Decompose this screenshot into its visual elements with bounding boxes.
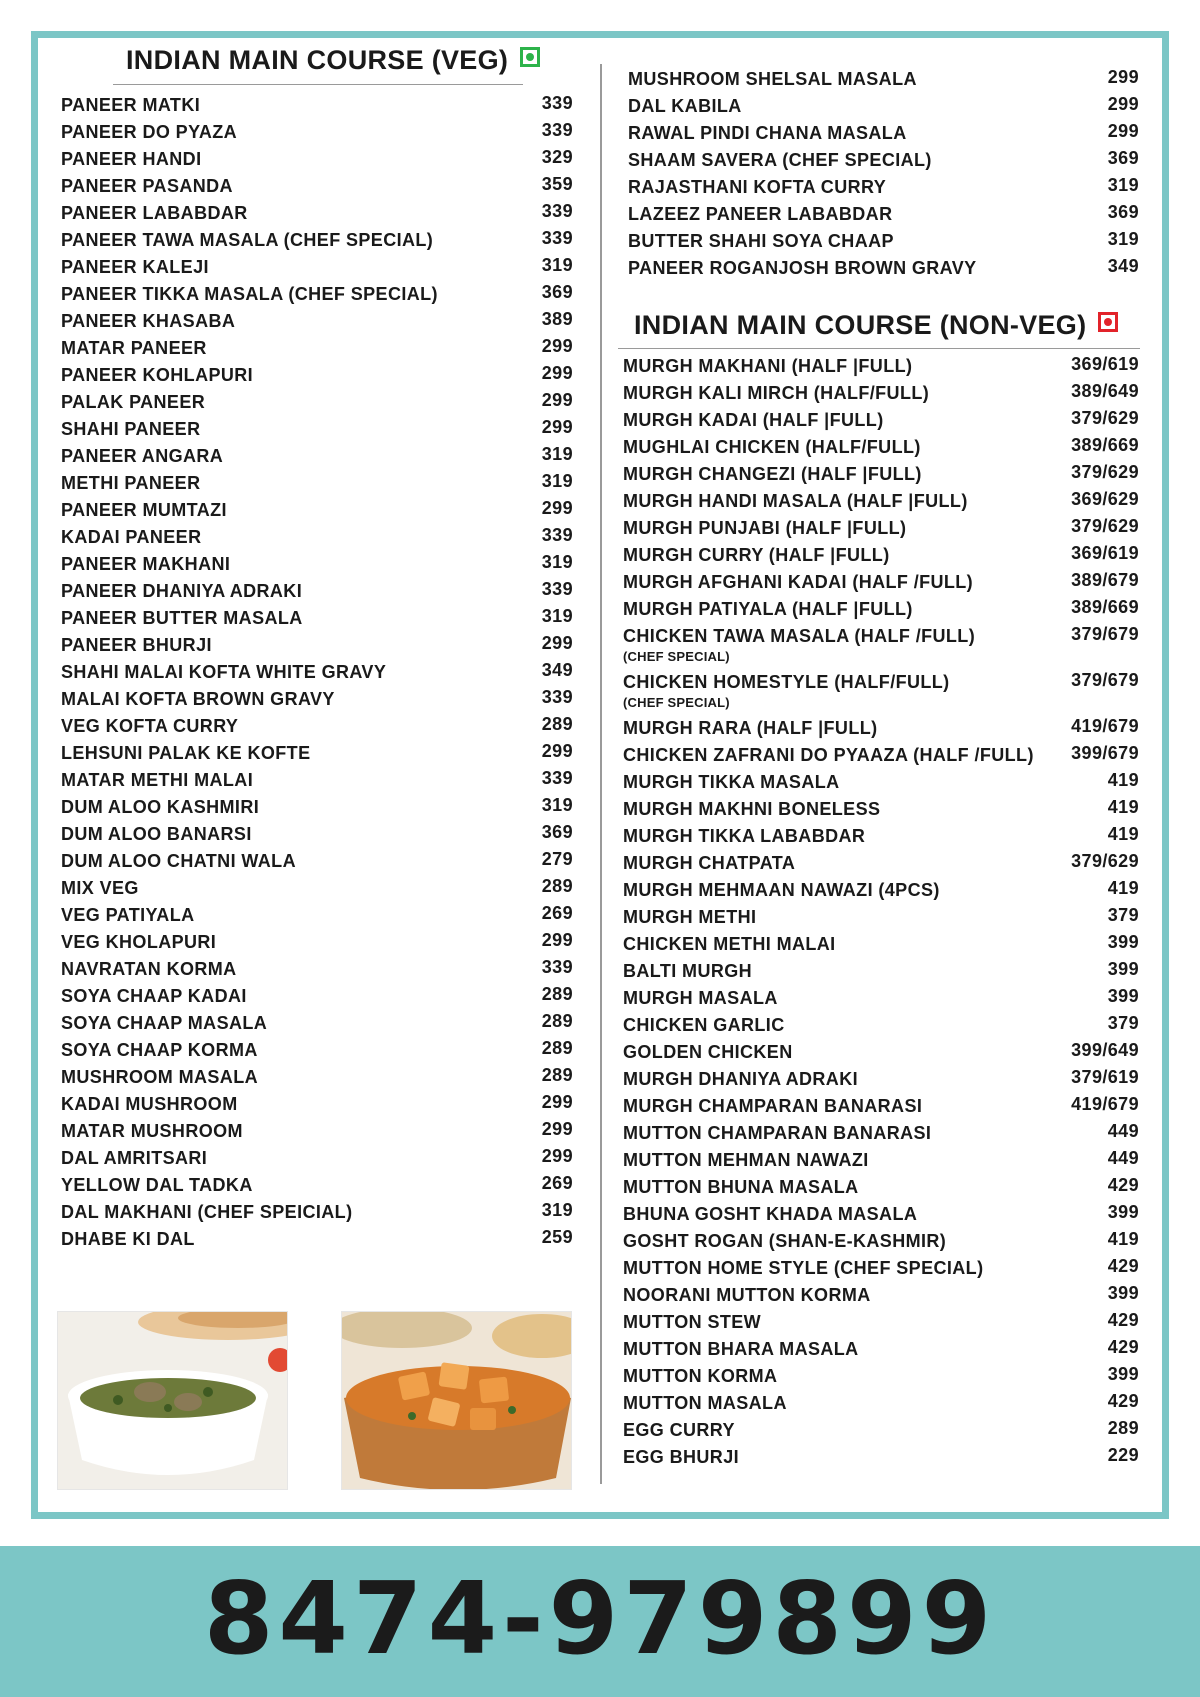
menu-item-price: 389/649: [1071, 381, 1139, 401]
menu-item-price: 299: [541, 1092, 573, 1112]
menu-item-name: DUM ALOO BANARSI: [61, 824, 252, 844]
menu-item: [623, 1067, 1139, 1094]
veg-menu-list: [61, 93, 573, 1254]
menu-item: [61, 201, 573, 228]
menu-item: [61, 1092, 573, 1119]
menu-item-price: 369: [1107, 148, 1139, 168]
menu-item-name: YELLOW DAL TADKA: [61, 1175, 253, 1195]
menu-item-price: 299: [1107, 67, 1139, 87]
menu-item-name: PANEER MATKI: [61, 95, 201, 115]
menu-item: [61, 957, 573, 984]
menu-item-name: MURGH RARA (HALF |FULL): [623, 718, 878, 738]
menu-item-name: MUTTON CHAMPARAN BANARASI: [623, 1123, 932, 1143]
menu-item-price: 319: [541, 471, 573, 491]
menu-item: [623, 570, 1139, 597]
menu-item-name: CHICKEN METHI MALAI: [623, 934, 836, 954]
menu-item-name: KADAI PANEER: [61, 527, 202, 547]
menu-item-price: 289: [1107, 1418, 1139, 1438]
menu-item: [61, 336, 573, 363]
menu-item: [623, 1040, 1139, 1067]
menu-item-name: MURGH TIKKA LABABDAR: [623, 826, 866, 846]
menu-item: [61, 930, 573, 957]
menu-item-note: (CHEF SPECIAL): [623, 649, 730, 664]
menu-item-name: PANEER BUTTER MASALA: [61, 608, 303, 628]
menu-item-name: PANEER PASANDA: [61, 176, 233, 196]
menu-item: [61, 390, 573, 417]
menu-item-name: SHAAM SAVERA (CHEF SPECIAL): [628, 150, 932, 170]
menu-item-price: 299: [541, 741, 573, 761]
veg-title-underline: [113, 84, 523, 85]
menu-item: [623, 624, 1139, 670]
menu-item-price: 429: [1107, 1310, 1139, 1330]
menu-item-price: 429: [1107, 1175, 1139, 1195]
menu-item-price: 379/629: [1071, 408, 1139, 428]
menu-item: [623, 354, 1139, 381]
menu-item-price: 339: [541, 957, 573, 977]
menu-item: [623, 408, 1139, 435]
menu-item-price: 289: [541, 1065, 573, 1085]
menu-item-price: 419: [1107, 878, 1139, 898]
menu-item: [628, 175, 1139, 202]
menu-item-price: 419: [1107, 797, 1139, 817]
menu-item: [623, 597, 1139, 624]
menu-item: [623, 435, 1139, 462]
menu-item-price: 319: [541, 255, 573, 275]
menu-item-name: LEHSUNI PALAK KE KOFTE: [61, 743, 311, 763]
menu-item: [61, 984, 573, 1011]
menu-item: [623, 1013, 1139, 1040]
menu-item-name: MURGH KADAI (HALF |FULL): [623, 410, 884, 430]
menu-item-price: 389/679: [1071, 570, 1139, 590]
menu-item-name: MATAR MUSHROOM: [61, 1121, 243, 1141]
menu-item: [61, 903, 573, 930]
menu-item-price: 429: [1107, 1256, 1139, 1276]
menu-item-name: SOYA CHAAP KORMA: [61, 1040, 258, 1060]
menu-item: [61, 363, 573, 390]
menu-item-name: BALTI MURGH: [623, 961, 753, 981]
menu-item-price: 259: [541, 1227, 573, 1247]
menu-item-price: 399: [1107, 986, 1139, 1006]
menu-item-name: MUSHROOM SHELSAL MASALA: [628, 69, 917, 89]
nonveg-section-title: [634, 310, 1118, 341]
menu-item-name: MATAR PANEER: [61, 338, 207, 358]
menu-item: [623, 716, 1139, 743]
menu-item-name: PALAK PANEER: [61, 392, 206, 412]
menu-item-price: 369: [1107, 202, 1139, 222]
menu-item: [61, 579, 573, 606]
menu-item-price: 299: [1107, 121, 1139, 141]
menu-item: [61, 525, 573, 552]
menu-item: [623, 1175, 1139, 1202]
menu-item: [623, 1229, 1139, 1256]
menu-item-price: 319: [1107, 229, 1139, 249]
paneer-gravy-photo: [341, 1311, 572, 1490]
menu-item: [628, 94, 1139, 121]
green-curry-photo: [57, 1311, 288, 1490]
menu-item-price: 299: [1107, 94, 1139, 114]
menu-item-price: 339: [541, 201, 573, 221]
menu-item-name: SHAHI MALAI KOFTA WHITE GRAVY: [61, 662, 387, 682]
menu-item: [623, 670, 1139, 716]
menu-item: [61, 147, 573, 174]
contact-footer: [0, 1546, 1200, 1697]
veg-title-text: INDIAN MAIN COURSE (VEG): [126, 45, 509, 75]
menu-item: [623, 797, 1139, 824]
menu-item: [61, 1065, 573, 1092]
menu-item: [61, 849, 573, 876]
menu-item-price: 299: [541, 1119, 573, 1139]
menu-item-price: 319: [541, 795, 573, 815]
menu-item-price: 429: [1107, 1391, 1139, 1411]
menu-item-price: 289: [541, 876, 573, 896]
menu-item: [623, 516, 1139, 543]
menu-item-name: MURGH MASALA: [623, 988, 778, 1008]
menu-item: [623, 1310, 1139, 1337]
menu-item-name: PANEER KALEJI: [61, 257, 209, 277]
menu-item-name: MURGH KALI MIRCH (HALF/FULL): [623, 383, 930, 403]
menu-item-price: 289: [541, 984, 573, 1004]
menu-item: [623, 743, 1139, 770]
menu-item-price: 349: [541, 660, 573, 680]
menu-item: [61, 120, 573, 147]
menu-item-price: 339: [541, 93, 573, 113]
menu-item-price: 419: [1107, 824, 1139, 844]
menu-item-price: 339: [541, 525, 573, 545]
menu-item-name: EGG CURRY: [623, 1420, 735, 1440]
menu-item: [623, 1121, 1139, 1148]
menu-item: [628, 67, 1139, 94]
menu-item-name: MURGH CHAMPARAN BANARASI: [623, 1096, 923, 1116]
menu-item-price: 379/679: [1071, 670, 1139, 690]
menu-item-name: MURGH AFGHANI KADAI (HALF /FULL): [623, 572, 974, 592]
menu-item-price: 319: [541, 606, 573, 626]
menu-item-name: CHICKEN TAWA MASALA (HALF /FULL): [623, 626, 976, 646]
menu-item-price: 379/619: [1071, 1067, 1139, 1087]
menu-item: [623, 1094, 1139, 1121]
veg-section-title: [126, 45, 540, 76]
menu-item-price: 289: [541, 1011, 573, 1031]
menu-item: [61, 471, 573, 498]
menu-item-price: 329: [541, 147, 573, 167]
menu-item: [61, 444, 573, 471]
menu-item-price: 299: [541, 336, 573, 356]
menu-item: [61, 1119, 573, 1146]
menu-item: [623, 932, 1139, 959]
veg-symbol-icon: [520, 47, 540, 67]
menu-item-name: SHAHI PANEER: [61, 419, 201, 439]
menu-item-name: MURGH METHI: [623, 907, 757, 927]
nonveg-title-text: INDIAN MAIN COURSE (NON-VEG): [634, 310, 1087, 340]
menu-item: [623, 462, 1139, 489]
menu-item-price: 319: [541, 444, 573, 464]
menu-item: [61, 1227, 573, 1254]
menu-item-note: (CHEF SPECIAL): [623, 695, 730, 710]
menu-item: [61, 606, 573, 633]
menu-item-name: METHI PANEER: [61, 473, 201, 493]
menu-item-price: 339: [541, 687, 573, 707]
menu-item-price: 269: [541, 903, 573, 923]
menu-item-name: DAL MAKHANI (CHEF SPEICIAL): [61, 1202, 353, 1222]
menu-item-price: 399: [1107, 1364, 1139, 1384]
menu-item-name: MURGH CHANGEZI (HALF |FULL): [623, 464, 922, 484]
menu-item: [628, 148, 1139, 175]
menu-item: [61, 552, 573, 579]
menu-item-price: 299: [541, 390, 573, 410]
menu-item: [623, 1418, 1139, 1445]
column-divider: [600, 64, 602, 1484]
menu-item-price: 339: [541, 768, 573, 788]
menu-item-name: MURGH TIKKA MASALA: [623, 772, 840, 792]
menu-item-name: PANEER HANDI: [61, 149, 202, 169]
menu-item: [61, 633, 573, 660]
menu-item: [61, 1011, 573, 1038]
menu-item-name: MURGH PATIYALA (HALF |FULL): [623, 599, 913, 619]
menu-item-name: MURGH MAKHANI (HALF |FULL): [623, 356, 913, 376]
menu-item-name: VEG PATIYALA: [61, 905, 195, 925]
menu-item: [61, 687, 573, 714]
menu-item-name: CHICKEN HOMESTYLE (HALF/FULL): [623, 672, 950, 692]
menu-item: [628, 121, 1139, 148]
menu-item: [61, 822, 573, 849]
menu-item: [623, 381, 1139, 408]
menu-item-name: PANEER DO PYAZA: [61, 122, 238, 142]
menu-item-price: 389/669: [1071, 435, 1139, 455]
menu-item-name: PANEER BHURJI: [61, 635, 212, 655]
menu-item-price: 399: [1107, 959, 1139, 979]
menu-item-name: NOORANI MUTTON KORMA: [623, 1285, 871, 1305]
menu-item: [61, 1146, 573, 1173]
menu-item-name: PANEER MAKHANI: [61, 554, 231, 574]
menu-item-name: DUM ALOO CHATNI WALA: [61, 851, 296, 871]
menu-item: [61, 228, 573, 255]
menu-item-price: 299: [541, 633, 573, 653]
menu-item-name: PANEER DHANIYA ADRAKI: [61, 581, 303, 601]
menu-item-price: 339: [541, 579, 573, 599]
nonveg-symbol-icon: [1098, 312, 1118, 332]
menu-item-price: 429: [1107, 1337, 1139, 1357]
menu-item: [623, 1148, 1139, 1175]
menu-item-name: PANEER LABABDAR: [61, 203, 248, 223]
menu-item-price: 379/679: [1071, 624, 1139, 644]
menu-item: [61, 282, 573, 309]
menu-item-name: RAJASTHANI KOFTA CURRY: [628, 177, 887, 197]
menu-item-name: EGG BHURJI: [623, 1447, 740, 1467]
nonveg-menu-list: [623, 354, 1139, 1472]
menu-item-price: 399/649: [1071, 1040, 1139, 1060]
menu-item: [623, 986, 1139, 1013]
menu-item-price: 289: [541, 1038, 573, 1058]
menu-item-name: GOSHT ROGAN (SHAN-E-KASHMIR): [623, 1231, 947, 1251]
menu-item-name: RAWAL PINDI CHANA MASALA: [628, 123, 907, 143]
menu-item-price: 419: [1107, 1229, 1139, 1249]
menu-item-name: MATAR METHI MALAI: [61, 770, 254, 790]
menu-item-price: 289: [541, 714, 573, 734]
menu-item: [623, 1364, 1139, 1391]
menu-item-name: MURGH HANDI MASALA (HALF |FULL): [623, 491, 968, 511]
veg-more-menu-list: [628, 67, 1139, 283]
menu-item-price: 369/629: [1071, 489, 1139, 509]
menu-item-name: CHICKEN ZAFRANI DO PYAAZA (HALF /FULL): [623, 745, 1034, 765]
menu-item-price: 379: [1107, 1013, 1139, 1033]
menu-item-price: 369/619: [1071, 543, 1139, 563]
menu-item-price: 389/669: [1071, 597, 1139, 617]
menu-item: [623, 824, 1139, 851]
menu-item: [61, 174, 573, 201]
menu-item-price: 449: [1107, 1121, 1139, 1141]
nonveg-title-underline: [618, 348, 1140, 349]
menu-item: [623, 770, 1139, 797]
menu-item: [61, 741, 573, 768]
menu-item-name: MURGH DHANIYA ADRAKI: [623, 1069, 859, 1089]
menu-item-price: 319: [541, 552, 573, 572]
menu-item-price: 369: [541, 282, 573, 302]
menu-item: [623, 1283, 1139, 1310]
menu-item-price: 379/629: [1071, 462, 1139, 482]
menu-item-price: 279: [541, 849, 573, 869]
menu-item-name: MUSHROOM MASALA: [61, 1067, 258, 1087]
menu-item: [61, 255, 573, 282]
menu-item-name: MALAI KOFTA BROWN GRAVY: [61, 689, 335, 709]
menu-item-name: DAL KABILA: [628, 96, 742, 116]
menu-item: [61, 1173, 573, 1200]
menu-item-name: PANEER KHASABA: [61, 311, 236, 331]
menu-item-name: MUTTON HOME STYLE (CHEF SPECIAL): [623, 1258, 984, 1278]
menu-item-price: 399/679: [1071, 743, 1139, 763]
menu-item-price: 299: [541, 1146, 573, 1166]
menu-item-name: MUTTON BHUNA MASALA: [623, 1177, 859, 1197]
menu-item: [623, 1445, 1139, 1472]
menu-item-price: 299: [541, 363, 573, 383]
menu-item-price: 339: [541, 228, 573, 248]
menu-item-price: 229: [1107, 1445, 1139, 1465]
menu-item-name: MURGH CURRY (HALF |FULL): [623, 545, 890, 565]
menu-item: [628, 202, 1139, 229]
menu-item: [61, 660, 573, 687]
menu-item-name: MUTTON STEW: [623, 1312, 762, 1332]
menu-item-name: MUTTON BHARA MASALA: [623, 1339, 859, 1359]
phone-number[interactable]: 8474-979899: [203, 1560, 997, 1677]
menu-item: [623, 1202, 1139, 1229]
menu-item-name: CHICKEN GARLIC: [623, 1015, 785, 1035]
menu-item: [61, 1200, 573, 1227]
menu-item-name: MURGH PUNJABI (HALF |FULL): [623, 518, 907, 538]
menu-item-name: GOLDEN CHICKEN: [623, 1042, 793, 1062]
menu-item-name: MIX VEG: [61, 878, 139, 898]
menu-item-name: VEG KHOLAPURI: [61, 932, 217, 952]
menu-item: [623, 878, 1139, 905]
menu-item: [623, 1256, 1139, 1283]
menu-item-price: 339: [541, 120, 573, 140]
menu-item-price: 269: [541, 1173, 573, 1193]
menu-item-price: 379/629: [1071, 851, 1139, 871]
green-curry-image: [58, 1312, 288, 1490]
menu-item-name: SOYA CHAAP KADAI: [61, 986, 247, 1006]
menu-item-name: NAVRATAN KORMA: [61, 959, 237, 979]
menu-item-name: DHABE KI DAL: [61, 1229, 195, 1249]
menu-item: [623, 543, 1139, 570]
menu-item-name: LAZEEZ PANEER LABABDAR: [628, 204, 893, 224]
menu-item: [61, 714, 573, 741]
menu-item-name: DUM ALOO KASHMIRI: [61, 797, 260, 817]
menu-item-price: 449: [1107, 1148, 1139, 1168]
menu-item-name: PANEER TAWA MASALA (CHEF SPECIAL): [61, 230, 434, 250]
menu-item: [61, 768, 573, 795]
menu-item-name: MURGH MAKHNI BONELESS: [623, 799, 881, 819]
menu-item-name: PANEER KOHLAPURI: [61, 365, 254, 385]
menu-item-price: 379/629: [1071, 516, 1139, 536]
menu-item-name: SOYA CHAAP MASALA: [61, 1013, 268, 1033]
menu-item-name: MUTTON MEHMAN NAWAZI: [623, 1150, 869, 1170]
menu-item-price: 319: [1107, 175, 1139, 195]
menu-item: [628, 256, 1139, 283]
menu-item-name: MURGH CHATPATA: [623, 853, 796, 873]
menu-item: [61, 498, 573, 525]
menu-item-price: 419/679: [1071, 716, 1139, 736]
menu-item-name: MUTTON MASALA: [623, 1393, 787, 1413]
menu-item-price: 299: [541, 930, 573, 950]
menu-item-name: BUTTER SHAHI SOYA CHAAP: [628, 231, 894, 251]
menu-item: [61, 795, 573, 822]
menu-item-name: MUTTON KORMA: [623, 1366, 778, 1386]
menu-item-name: PANEER TIKKA MASALA (CHEF SPECIAL): [61, 284, 438, 304]
menu-item-price: 299: [541, 498, 573, 518]
menu-item: [61, 876, 573, 903]
menu-item-name: PANEER ANGARA: [61, 446, 224, 466]
menu-item: [61, 309, 573, 336]
menu-item-name: VEG KOFTA CURRY: [61, 716, 239, 736]
menu-item: [623, 1391, 1139, 1418]
menu-item-price: 319: [541, 1200, 573, 1220]
menu-item-price: 359: [541, 174, 573, 194]
menu-item: [61, 1038, 573, 1065]
menu-item-name: MUGHLAI CHICKEN (HALF/FULL): [623, 437, 921, 457]
menu-item-name: PANEER MUMTAZI: [61, 500, 227, 520]
menu-item: [61, 93, 573, 120]
menu-item-name: MURGH MEHMAAN NAWAZI (4PCS): [623, 880, 940, 900]
menu-item-price: 369/619: [1071, 354, 1139, 374]
menu-item: [623, 959, 1139, 986]
menu-item-name: PANEER ROGANJOSH BROWN GRAVY: [628, 258, 977, 278]
paneer-gravy-image: [342, 1312, 572, 1490]
menu-item: [628, 229, 1139, 256]
menu-item-price: 399: [1107, 932, 1139, 952]
menu-item: [623, 905, 1139, 932]
menu-item-price: 399: [1107, 1202, 1139, 1222]
menu-item-name: KADAI MUSHROOM: [61, 1094, 238, 1114]
menu-item-price: 369: [541, 822, 573, 842]
menu-item-price: 379: [1107, 905, 1139, 925]
menu-item: [623, 489, 1139, 516]
menu-item-price: 389: [541, 309, 573, 329]
menu-item: [623, 851, 1139, 878]
menu-item-name: BHUNA GOSHT KHADA MASALA: [623, 1204, 918, 1224]
menu-item-price: 399: [1107, 1283, 1139, 1303]
menu-item-name: DAL AMRITSARI: [61, 1148, 208, 1168]
menu-item-price: 419/679: [1071, 1094, 1139, 1114]
menu-item-price: 349: [1107, 256, 1139, 276]
menu-item: [61, 417, 573, 444]
menu-item-price: 299: [541, 417, 573, 437]
menu-item-price: 419: [1107, 770, 1139, 790]
menu-item: [623, 1337, 1139, 1364]
